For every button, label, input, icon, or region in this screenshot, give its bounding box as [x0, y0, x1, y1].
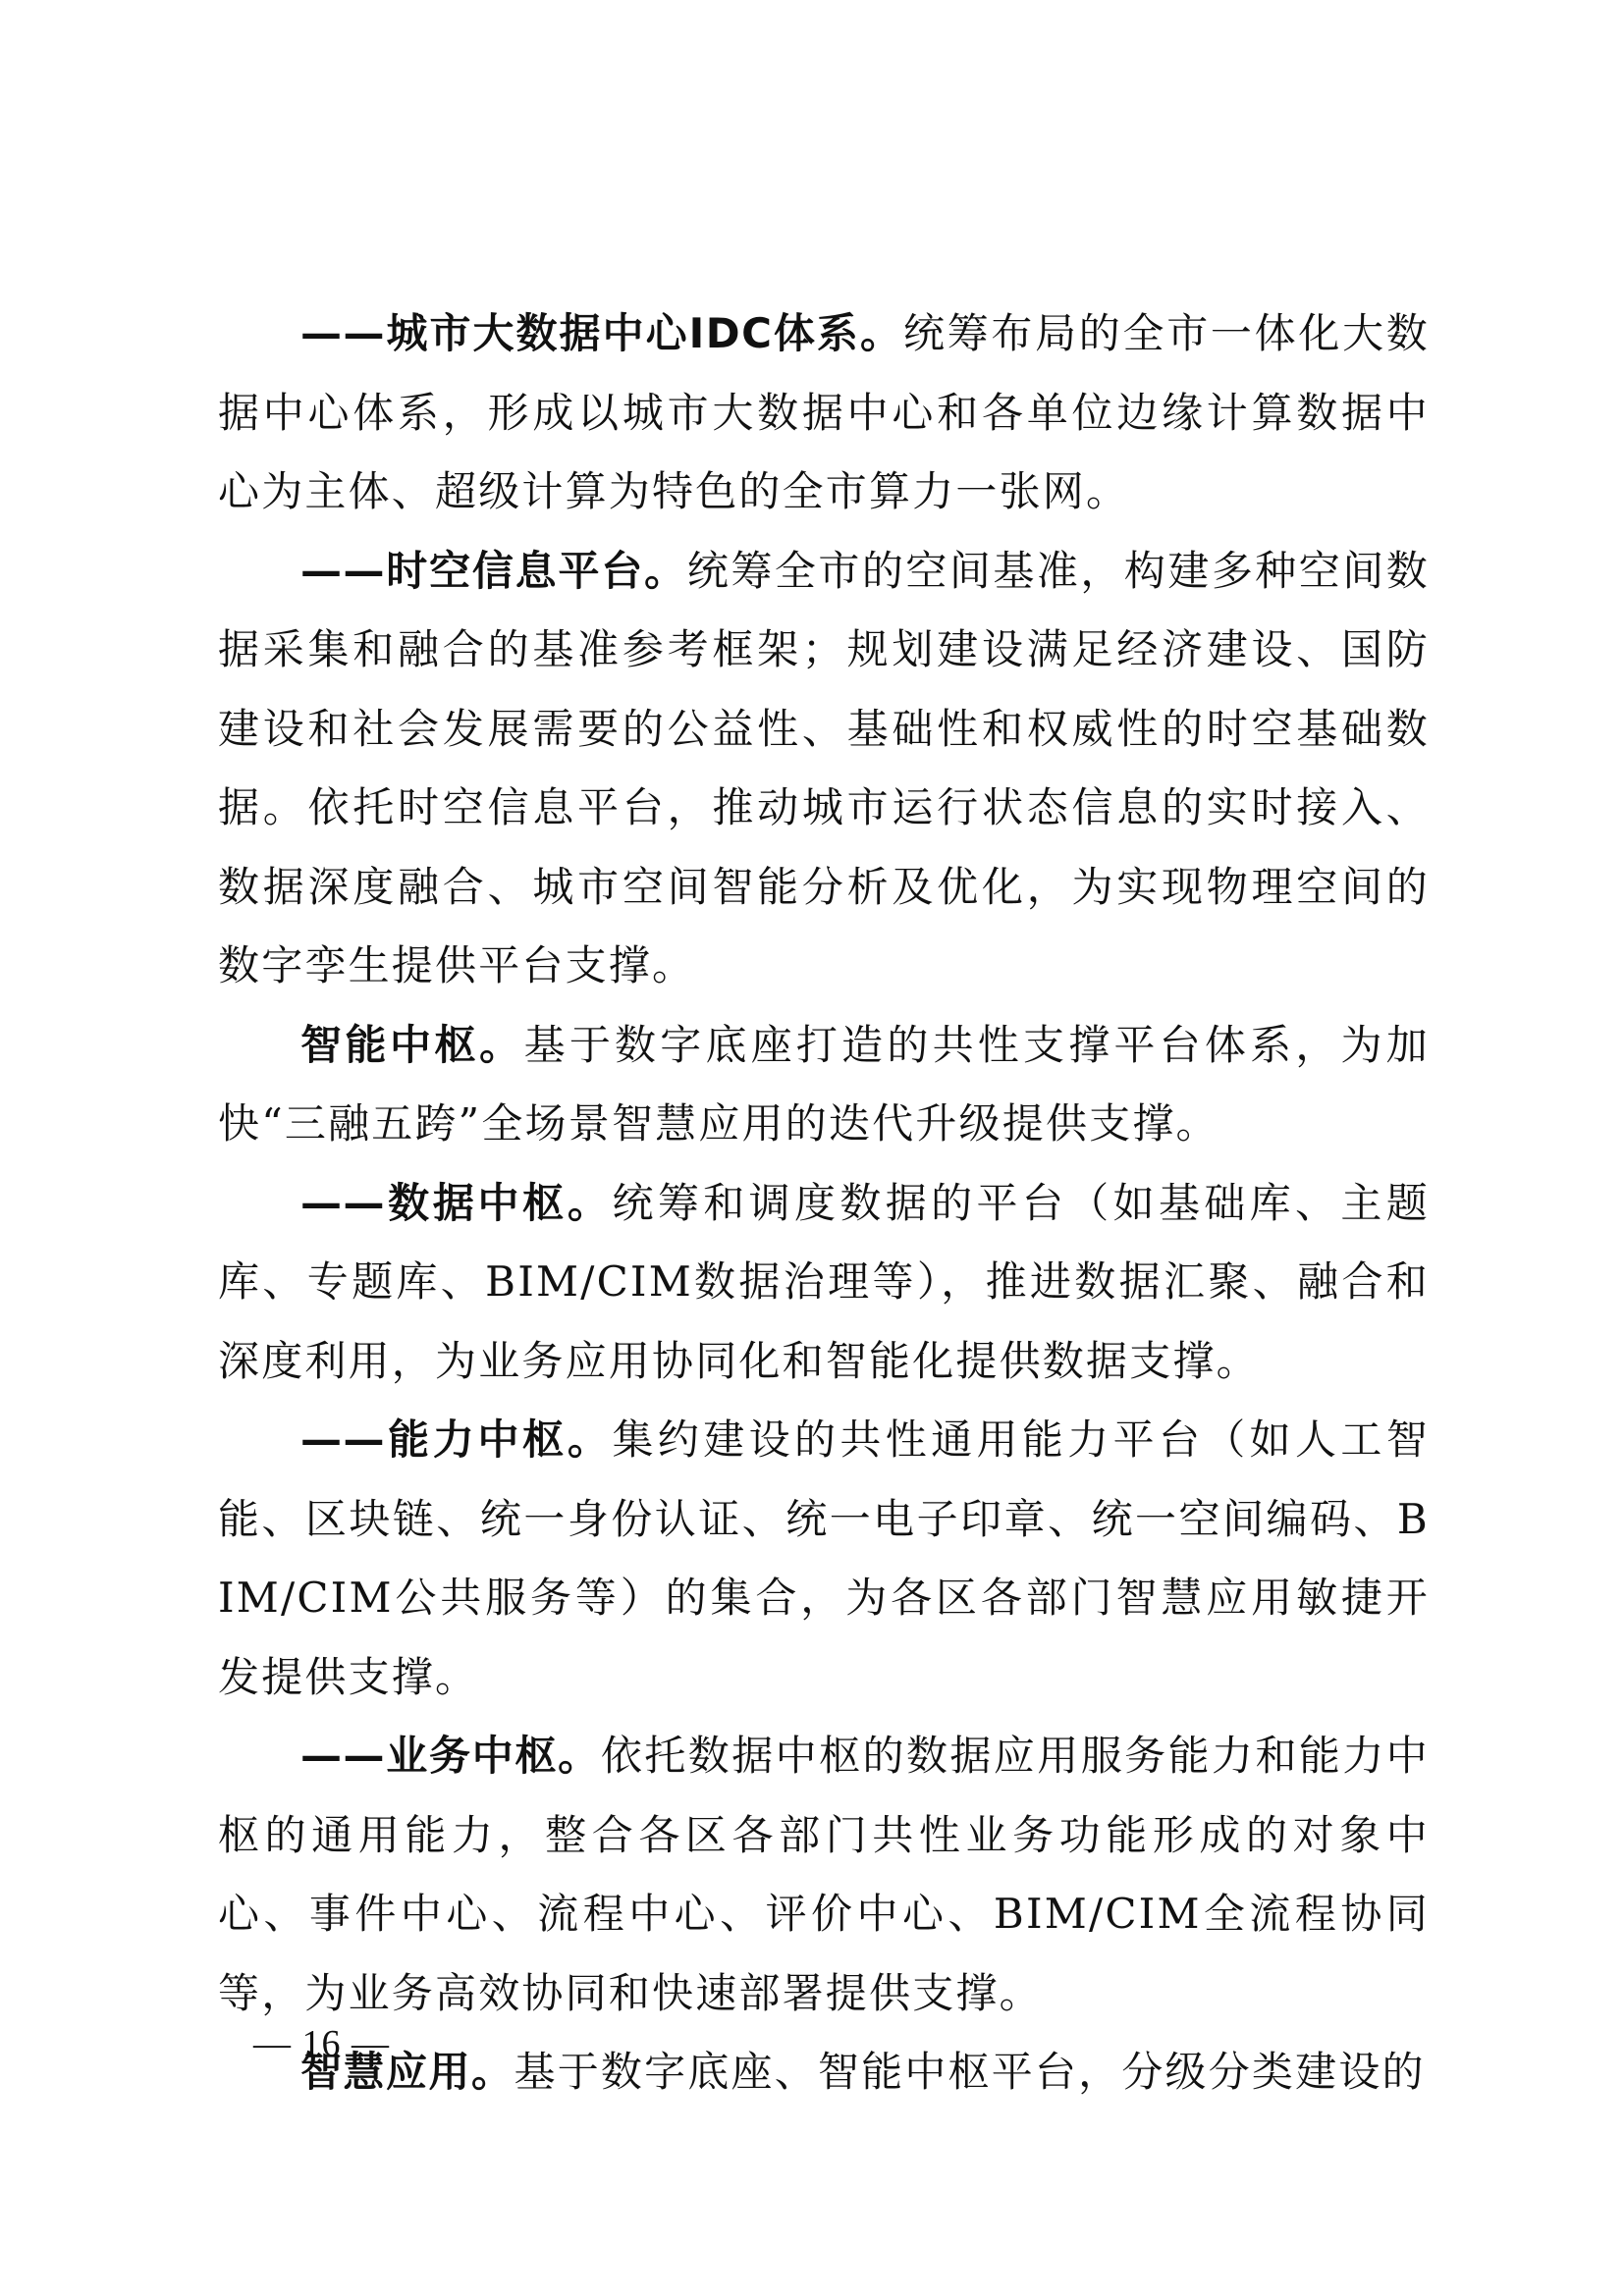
paragraph-text: 依托数据中枢的数据应用服务能力和能力中枢的通用能力，整合各区各部门共性业务功能形成的对象中心、事件中心、流程中心、评价中心、BIM/CIM全流程协同等，为业务高效协同和快速部署提供支撑。 — [218, 1732, 1430, 2017]
paragraph-idc-system — [218, 294, 1430, 532]
paragraph-heading: 智慧应用。 — [300, 2048, 514, 2096]
paragraph-heading: ——数据中枢。 — [300, 1178, 613, 1227]
paragraph-heading: ——能力中枢。 — [300, 1415, 613, 1464]
paragraph-spatiotemporal-platform — [218, 532, 1430, 1006]
paragraph-heading: ——城市大数据中心IDC体系。 — [300, 309, 903, 357]
paragraph-text: 基于数字底座打造的共性支撑平台体系，为加快“三融五跨”全场景智慧应用的迭代升级提供支撑。 — [218, 1020, 1430, 1148]
paragraph-heading: 智能中枢。 — [300, 1020, 524, 1069]
paragraph-smart-applications — [218, 2033, 1430, 2112]
paragraph-business-hub — [218, 1717, 1430, 2033]
paragraph-text: 统筹和调度数据的平台（如基础库、主题库、专题库、BIM/CIM数据治理等），推进数据汇聚、融合和深度利用，为业务应用协同化和智能化提供数据支撑。 — [218, 1178, 1430, 1385]
paragraph-text: 统筹布局的全市一体化大数据中心体系，形成以城市大数据中心和各单位边缘计算数据中心为主体、超级计算为特色的全市算力一张网。 — [218, 309, 1430, 515]
paragraph-data-hub — [218, 1164, 1430, 1402]
paragraph-capability-hub — [218, 1401, 1430, 1717]
paragraph-heading: ——时空信息平台。 — [300, 546, 687, 595]
paragraph-text: 统筹全市的空间基准，构建多种空间数据采集和融合的基准参考框架；规划建设满足经济建设、国防建设和社会发展需要的公益性、基础性和权威性的时空基础数据。依托时空信息平台，推动城市运行状态信息的实时接入、数据深度融合、城市空间智能分析及优化，为实现物理空间的数字孪生提供平台支撑。 — [218, 546, 1430, 989]
page-number: — 16 — — [253, 2023, 390, 2064]
paragraph-text: 基于数字底座、智能中枢平台，分级分类建设的 — [514, 2048, 1426, 2096]
paragraph-heading: ——业务中枢。 — [300, 1732, 601, 1780]
paragraph-text: 集约建设的共性通用能力平台（如人工智能、区块链、统一身份认证、统一电子印章、统一空间编码、BIM/CIM公共服务等）的集合，为各区各部门智慧应用敏捷开发提供支撑。 — [218, 1415, 1430, 1701]
paragraph-intelligent-hub — [218, 1006, 1430, 1164]
document-body — [218, 294, 1430, 2112]
